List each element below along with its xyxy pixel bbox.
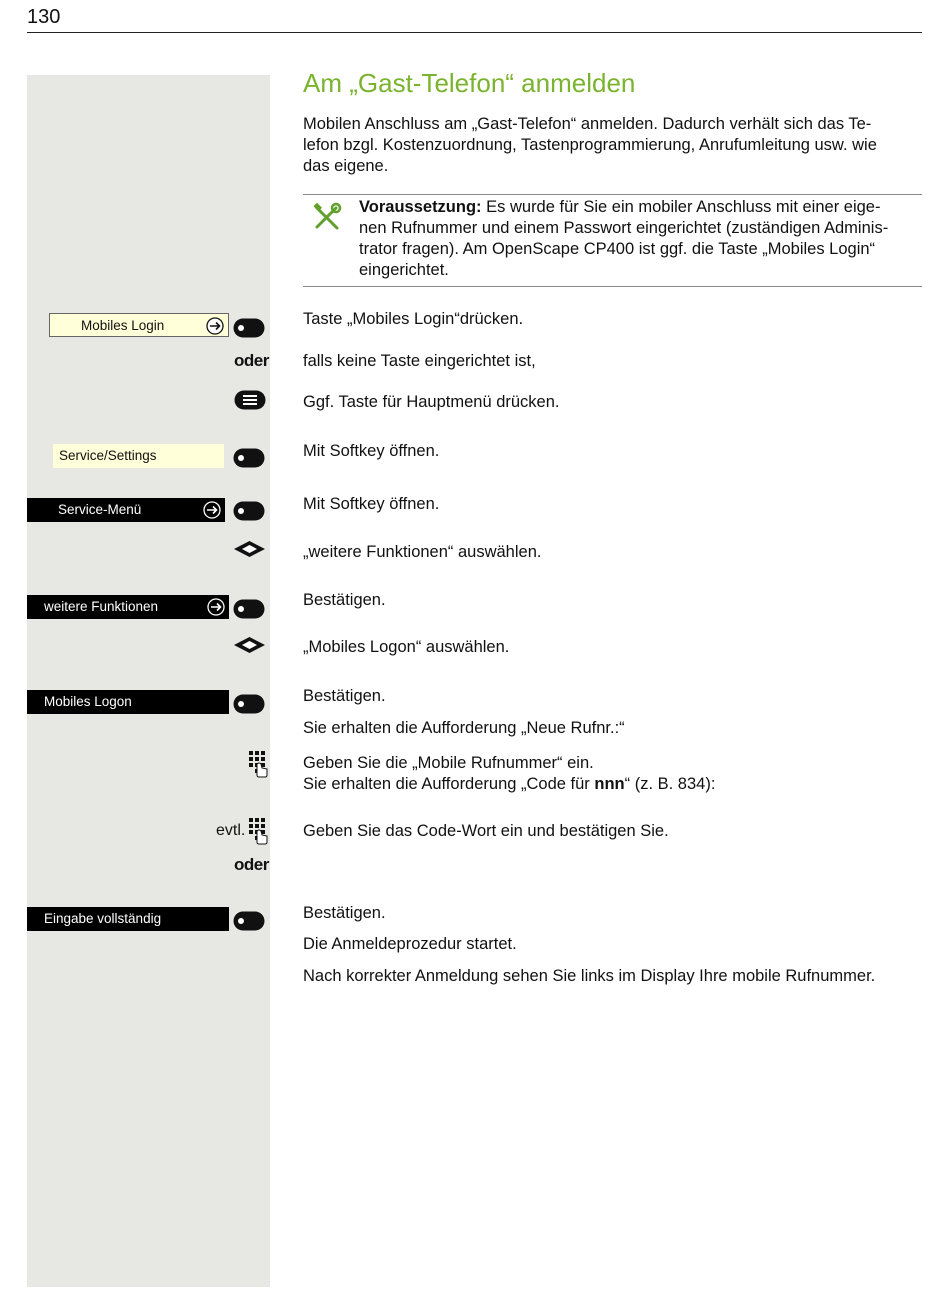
prerequisite-line-3: trator fragen). Am OpenScape CP400 ist ggf. die Taste „Mobiles Login“ [359, 240, 876, 258]
softkey-icon[interactable] [233, 318, 265, 338]
sidebar-panel [27, 75, 270, 1287]
step-10-text: Sie erhalten die Aufforderung „Neue Rufnr.:“ [303, 719, 625, 737]
prerequisite-label: Voraussetzung: [359, 198, 482, 216]
display-eingabe-vollstaendig-label: Eingabe vollständig [44, 911, 162, 926]
prerequisite-text [359, 197, 888, 281]
intro-line-2: lefon bzgl. Kostenzuordnung, Tastenprogrammierung, Anrufumleitung usw. wie [303, 136, 877, 154]
display-weitere-funktionen[interactable] [27, 595, 229, 619]
step-12-bold: nnn [594, 775, 625, 793]
navigator-up-down-icon[interactable] [233, 540, 266, 558]
step-9-text: Bestätigen. [303, 687, 386, 705]
step-5-text: Mit Softkey öffnen. [303, 495, 440, 513]
step-1-text: Taste „Mobiles Login“drücken. [303, 310, 524, 328]
step-8-text: „Mobiles Logon“ auswählen. [303, 638, 510, 656]
arrow-right-circle-icon [203, 501, 221, 519]
intro-line-3: das eigene. [303, 157, 389, 175]
softkey-icon[interactable] [233, 448, 265, 468]
intro-line-1: Mobilen Anschluss am „Gast-Telefon“ anmelden. Dadurch verhält sich das Te- [303, 115, 872, 133]
display-service-settings[interactable] [53, 444, 224, 468]
keypad-icon[interactable] [248, 817, 268, 845]
step-14-text: Bestätigen. [303, 904, 386, 922]
wrench-screwdriver-icon [312, 202, 342, 232]
page-title: Am „Gast-Telefon“ anmelden [303, 68, 636, 98]
oder-label: oder [234, 855, 269, 874]
display-mobiles-logon-label: Mobiles Logon [44, 694, 132, 709]
step-3-text: Ggf. Taste für Hauptmenü drücken. [303, 393, 560, 411]
step-12-post: “ (z. B. 834): [624, 775, 716, 793]
prerequisite-line-1 [359, 197, 888, 218]
oder-label: oder [234, 351, 269, 370]
keypad-icon[interactable] [248, 750, 268, 778]
prerequisite-line-2: nen Rufnummer und einem Passwort eingerichtet (zuständigen Adminis- [359, 219, 889, 237]
step-11-text: Geben Sie die „Mobile Rufnummer“ ein. [303, 754, 594, 772]
page-number: 130 [27, 6, 61, 28]
step-4-text: Mit Softkey öffnen. [303, 442, 440, 460]
step-7-text: Bestätigen. [303, 591, 386, 609]
display-service-menu-label: Service-Menü [58, 502, 142, 517]
prerequisite-line-1-rest: Es wurde für Sie ein mobiler Anschluss mit einer eige- [481, 198, 881, 216]
display-weitere-funktionen-label: weitere Funktionen [44, 599, 159, 614]
display-eingabe-vollstaendig[interactable] [27, 907, 229, 931]
display-mobiles-login-label: Mobiles Login [81, 318, 165, 333]
intro-paragraph [303, 114, 877, 177]
step-12-text [303, 774, 715, 795]
display-mobiles-login[interactable] [49, 313, 229, 337]
display-mobiles-logon[interactable] [27, 690, 229, 714]
prerequisite-top-rule [303, 194, 922, 195]
step-16-text: Nach korrekter Anmeldung sehen Sie links im Display Ihre mobile Rufnummer. [303, 967, 876, 985]
step-2-text: falls keine Taste eingerichtet ist, [303, 352, 536, 370]
header-rule [27, 32, 922, 33]
step-13-text: Geben Sie das Code-Wort ein und bestätigen Sie. [303, 822, 669, 840]
menu-key-icon[interactable] [234, 390, 266, 410]
prerequisite-line-4: eingerichtet. [359, 261, 449, 279]
softkey-icon[interactable] [233, 911, 265, 931]
evtl-label: evtl. [216, 822, 246, 839]
softkey-icon[interactable] [233, 694, 265, 714]
step-12-pre: Sie erhalten die Aufforderung „Code für [303, 775, 595, 793]
arrow-right-circle-icon [207, 598, 225, 616]
arrow-right-circle-icon [206, 317, 224, 335]
display-service-settings-label: Service/Settings [59, 448, 157, 463]
navigator-up-down-icon[interactable] [233, 636, 266, 654]
step-6-text: „weitere Funktionen“ auswählen. [303, 543, 542, 561]
step-15-text: Die Anmeldeprozedur startet. [303, 935, 517, 953]
prerequisite-bottom-rule [303, 286, 922, 287]
softkey-icon[interactable] [233, 501, 265, 521]
softkey-icon[interactable] [233, 599, 265, 619]
display-service-menu[interactable] [27, 498, 225, 522]
